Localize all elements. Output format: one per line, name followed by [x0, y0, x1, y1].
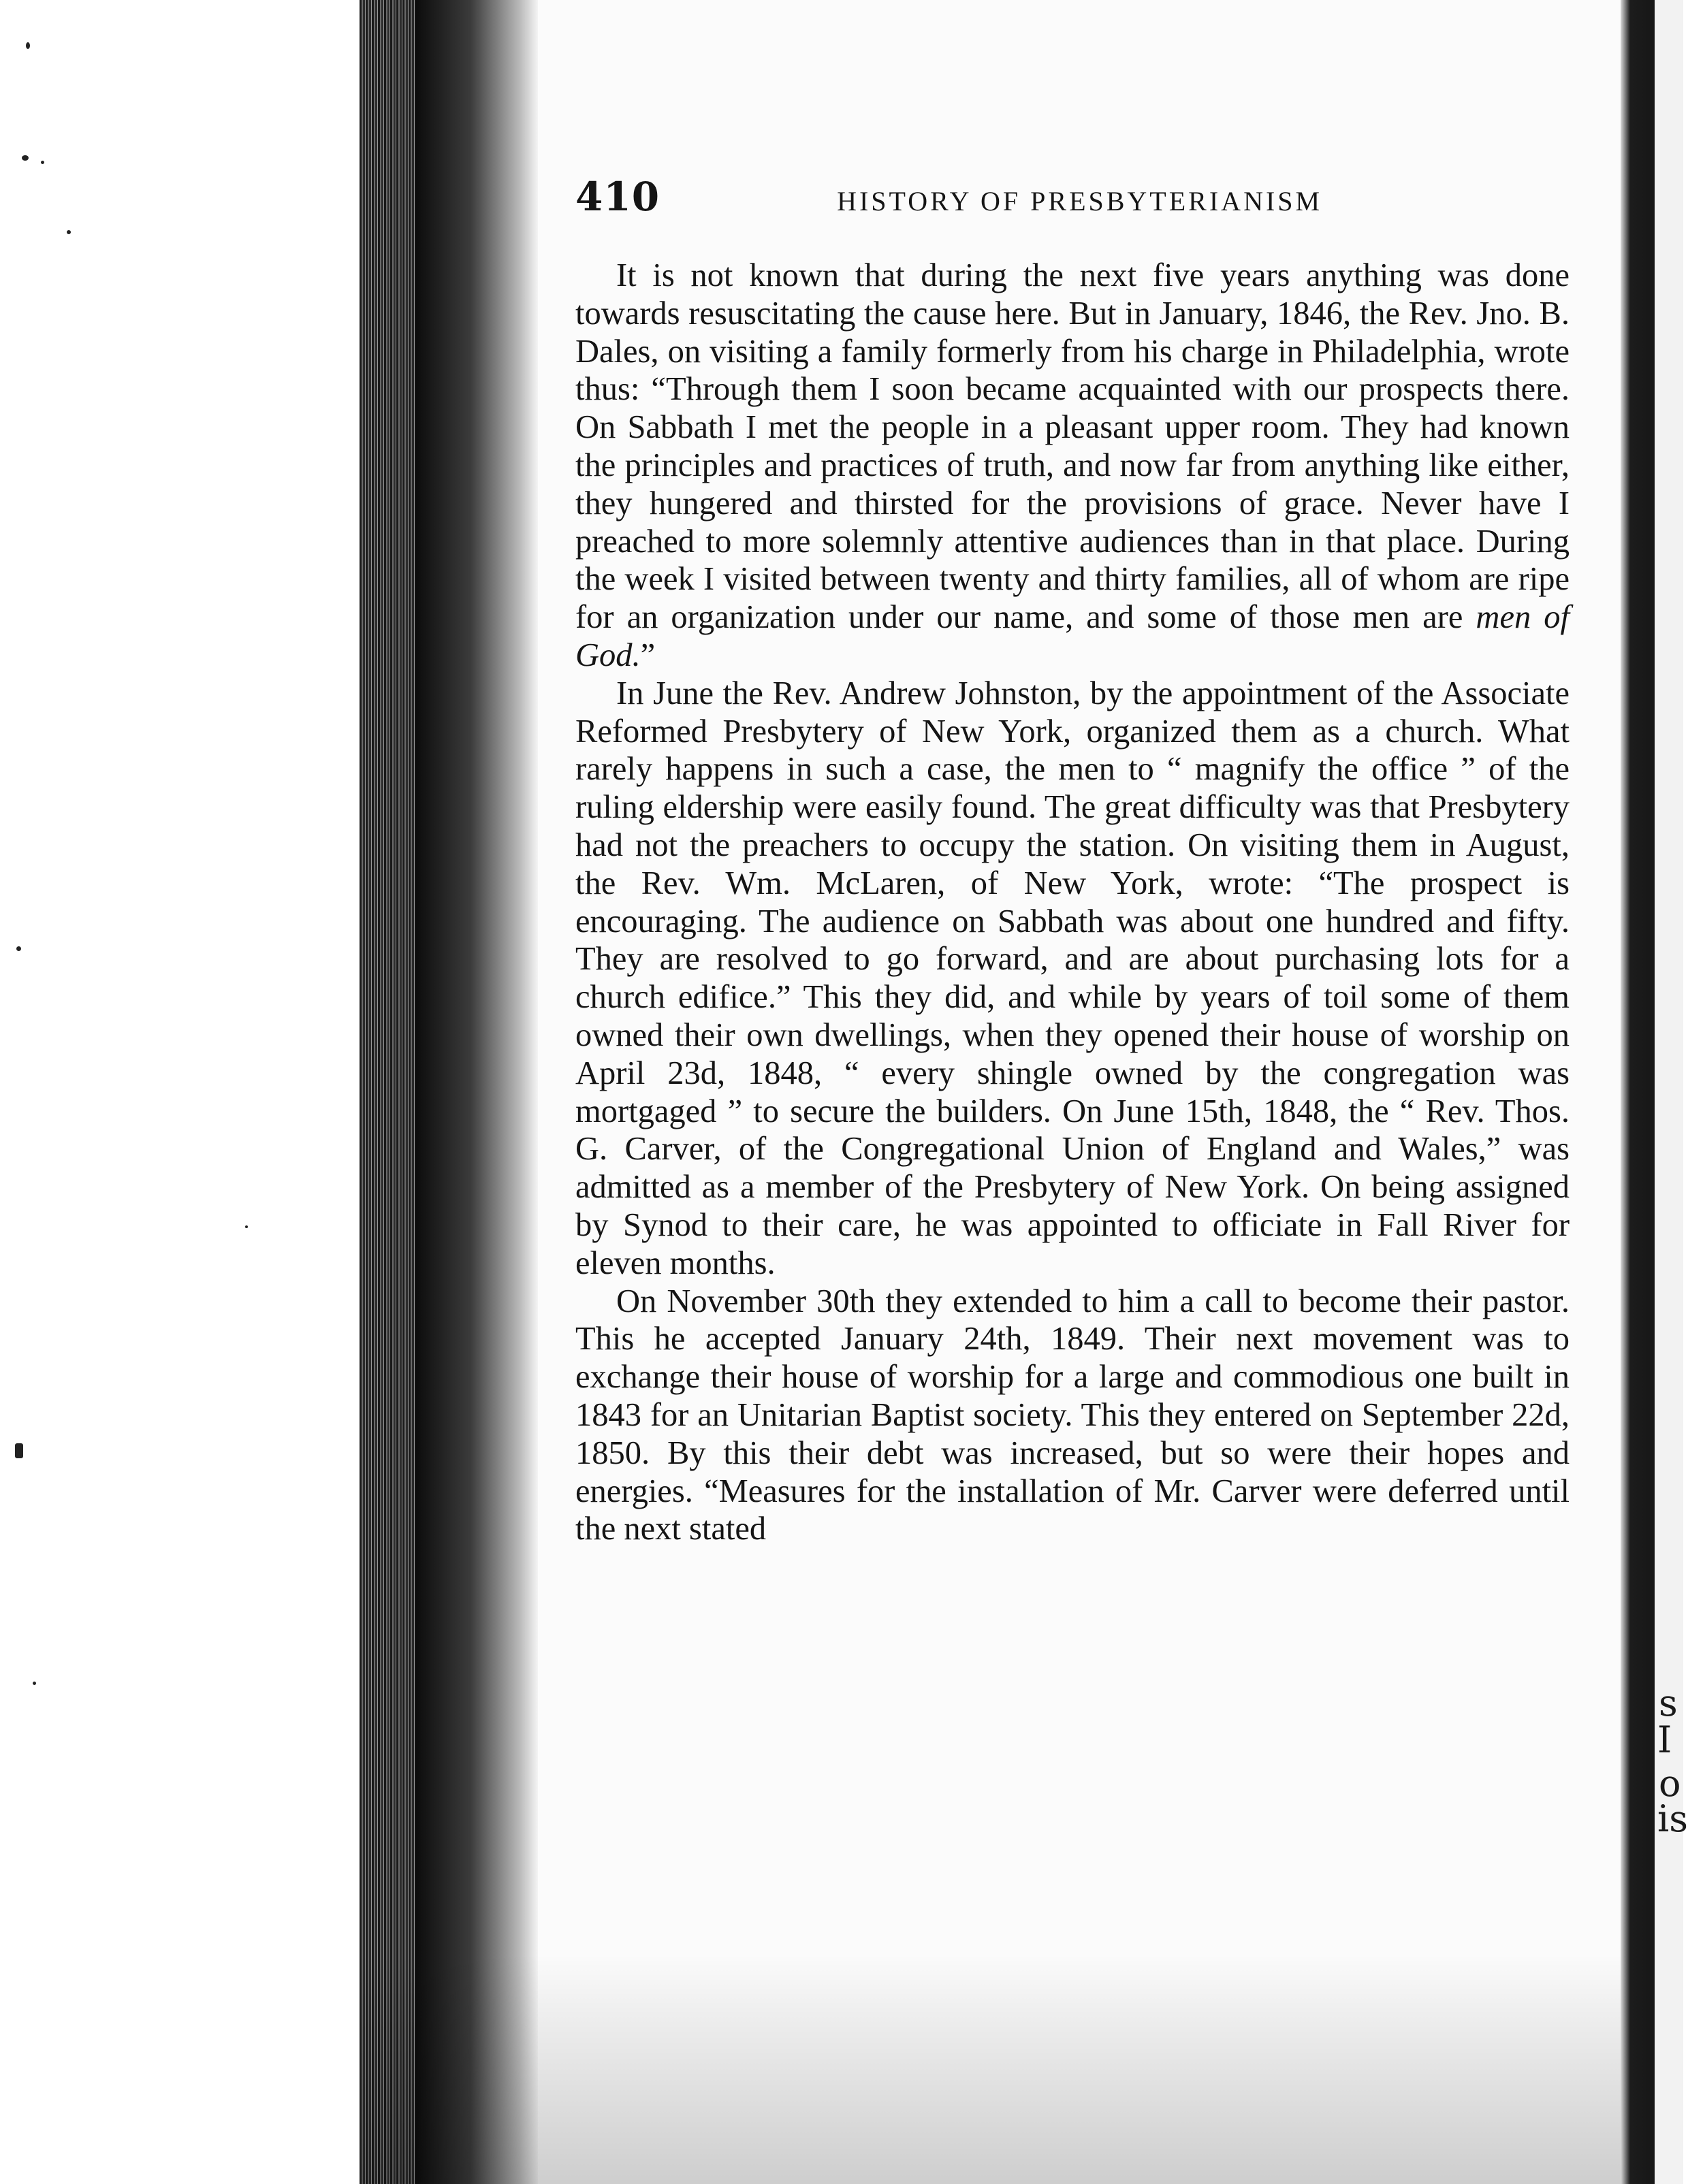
- scan-speck: [22, 155, 29, 161]
- facing-page-strip: [1655, 0, 1683, 2184]
- scan-speck: [41, 161, 44, 164]
- scan-speck: [26, 42, 30, 49]
- scan-speck: [16, 946, 21, 951]
- facing-page-fragment: s: [1659, 1682, 1678, 1724]
- body-text: [575, 257, 1570, 1548]
- closing-quote: ”: [640, 637, 656, 673]
- book-page-edges: [360, 0, 421, 2184]
- facing-page-fragment: is: [1657, 1797, 1688, 1840]
- italic-phrase: men of God.: [575, 599, 1570, 673]
- outer-margin: [0, 0, 361, 2184]
- scan-speck: [15, 1443, 23, 1458]
- scan-speck: [33, 1682, 36, 1685]
- paragraph: [575, 257, 1570, 675]
- facing-page-fragment: o: [1659, 1762, 1681, 1805]
- binding-gutter-shadow: [415, 0, 538, 2184]
- running-head-title: HISTORY OF PRESBYTERIANISM: [837, 186, 1323, 216]
- scan-speck: [245, 1225, 248, 1228]
- paragraph: On November 30th they extended to him a call to become their pastor. This he accepted January 24th, 1849. Their next movement was to exchange their house of worship for a large and commodious one built in 1843 for an Unitarian Baptist society. This they entered on September 22d, 1850. By this their debt was increased, but so were their hopes and energies. “Measures for the installation of Mr. Carver were deferred until the next stated: [575, 1283, 1570, 1547]
- page-number: 410: [575, 174, 660, 220]
- text-block: [575, 174, 1570, 1548]
- paragraph: In June the Rev. Andrew Johnston, by the appointment of the Associate Reformed Presbytery of New York, organized them as a church. What rarely happens in such a case, the men to “ magnify the office ” of the ruling eldership were easily found. The great difficulty was that Presbytery had not the preachers to occupy the station. On visiting them in August, the Rev. Wm. McLaren, of New York, wrote: “The prospect is encouraging. The audience on Sabbath was about one hundred and fifty. They are resolved to go forward, and are about purchasing lots for a church edifice.” This they did, and while by years of toil some of them owned their own dwellings, when they opened their house of worship on April 23d, 1848, “ every shingle owned by the congregation was mortgaged ” to secure the builders. On June 15th, 1848, the “ Rev. Thos. G. Carver, of the Congregational Union of England and Wales,” was admitted as a member of the Presbytery of New York. On being assigned by Synod to their care, he was appointed to officiate in Fall River for eleven months.: [575, 675, 1570, 1281]
- paragraph-text: It is not known that during the next five years anything was done towards resuscitating the cause here. But in January, 1846, the Rev. Jno. B. Dales, on visiting a family formerly from his charge in Philadelphia, wrote thus: “Through them I soon became acquainted with our prospects there. On Sabbath I met the people in a pleasant upper room. They had known the principles and practices of truth, and now far from anything like either, they hungered and thirsted for the provisions of grace. Never have I preached to more solemnly attentive audiences than in that place. During the week I visited between twenty and thirty families, all of whom are ripe for an organization under our name, and some of those men are: [575, 257, 1570, 636]
- scan-speck: [67, 230, 71, 234]
- bottom-fold-shadow: [361, 1954, 1648, 2184]
- running-head: [575, 174, 1570, 235]
- facing-page-fragment: I: [1657, 1718, 1672, 1761]
